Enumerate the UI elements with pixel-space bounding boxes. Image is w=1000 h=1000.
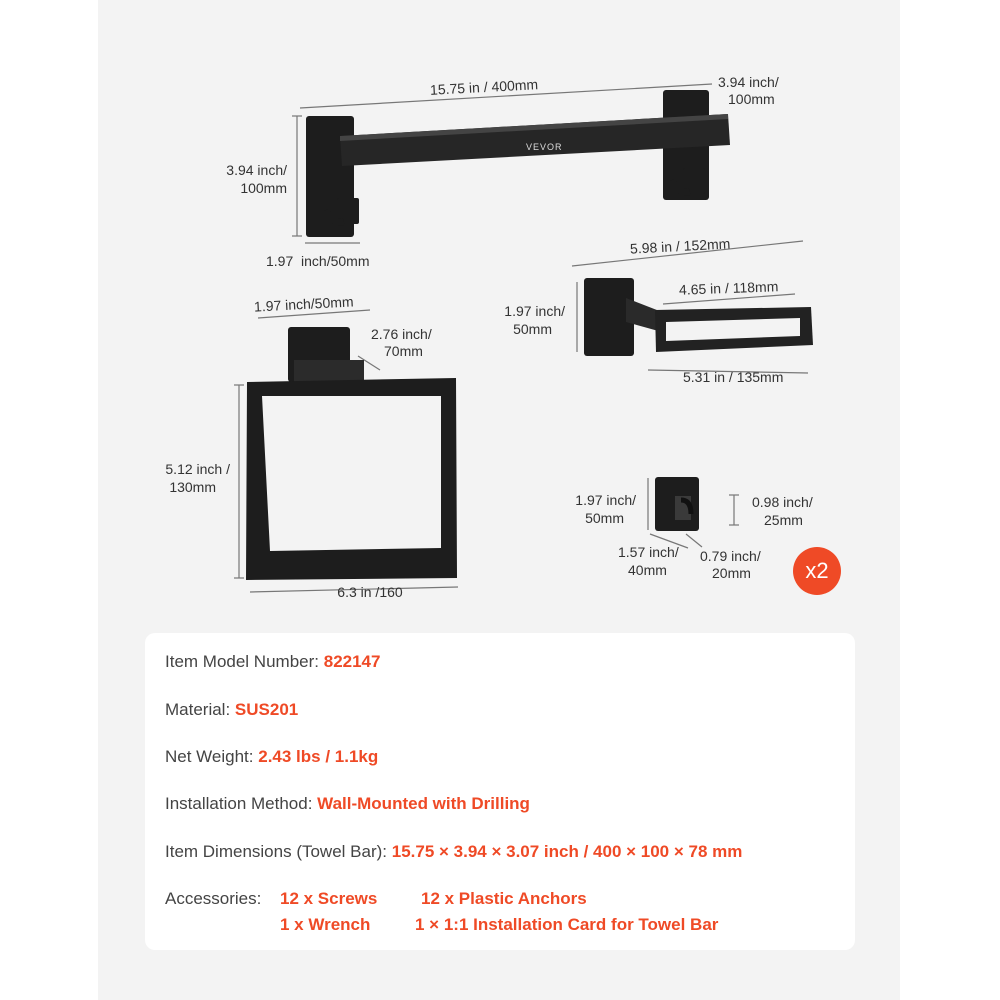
spec-model-label: Item Model Number:: [165, 652, 324, 671]
spec-model-value: 822147: [323, 652, 381, 671]
paper-holder-total-length: 5.98 in / 152mm: [629, 235, 731, 257]
robe-hook-height-top: 1.97 inch/: [575, 492, 636, 508]
towel-bar-length: 15.75 in / 400mm: [429, 76, 539, 98]
spec-installation-label: Installation Method:: [165, 794, 318, 813]
towel-ring-width: 6.3 in /160: [337, 584, 403, 600]
spec-material-label: Material:: [165, 700, 235, 719]
quantity-badge: x2: [793, 547, 841, 595]
towel-bar-end-size-bottom: 100mm: [728, 91, 775, 107]
spec-accessories-label: Accessories:: [165, 889, 262, 908]
robe-hook-height-bottom: 50mm: [585, 510, 624, 526]
towel-bar-height-bottom: 100mm: [240, 180, 287, 196]
robe-hook-hook-bottom: 25mm: [764, 512, 803, 528]
robe-hook-width-bottom: 20mm: [712, 565, 751, 581]
accessory-item: 1 x Wrench: [280, 915, 371, 934]
towel-ring-depth-top: 2.76 inch/: [371, 326, 432, 342]
spec-installation: [165, 793, 530, 815]
robe-hook: [655, 477, 699, 531]
towel-bar-height-top: 3.94 inch/: [226, 162, 287, 178]
spec-material: [165, 699, 298, 721]
paper-holder-arm-length: 4.65 in / 118mm: [678, 278, 779, 298]
spec-model: [165, 651, 380, 673]
towel-ring-mount-width: 1.97 inch/50mm: [253, 293, 354, 315]
spec-weight-label: Net Weight:: [165, 747, 259, 766]
towel-ring-depth-bottom: 70mm: [384, 343, 423, 359]
specs-card: [145, 633, 855, 950]
accessory-item: 1 × 1:1 Installation Card for Towel Bar: [415, 915, 719, 934]
paper-holder-height-bottom: 50mm: [513, 321, 552, 337]
robe-hook-depth-bottom: 40mm: [628, 562, 667, 578]
towel-bar: [306, 90, 730, 237]
robe-hook-width-top: 0.79 inch/: [700, 548, 761, 564]
paper-holder-projection: 5.31 in / 135mm: [683, 369, 784, 385]
towel-ring-height-top: 5.12 inch /: [165, 461, 230, 477]
brand-logo-text: VEVOR: [526, 142, 563, 152]
spec-dimensions: [165, 841, 742, 863]
spec-material-value: SUS201: [234, 700, 299, 719]
spec-weight: [165, 746, 378, 768]
towel-bar-depth: 1.97 inch/50mm: [266, 253, 370, 269]
spec-dimensions-value: 15.75 × 3.94 × 3.07 inch / 400 × 100 × 78 mm: [391, 842, 743, 861]
accessory-item: 12 x Plastic Anchors: [421, 889, 587, 908]
paper-holder-height-top: 1.97 inch/: [504, 303, 565, 319]
towel-ring: [246, 327, 457, 580]
spec-dimensions-label: Item Dimensions (Towel Bar):: [165, 842, 392, 861]
spec-weight-value: 2.43 lbs / 1.1kg: [258, 747, 379, 766]
towel-ring-height-bottom: 130mm: [169, 479, 216, 495]
towel-bar-end-size-top: 3.94 inch/: [718, 74, 779, 90]
accessory-item: 12 x Screws: [280, 889, 378, 908]
robe-hook-hook-top: 0.98 inch/: [752, 494, 813, 510]
robe-hook-depth-top: 1.57 inch/: [618, 544, 679, 560]
spec-installation-value: Wall-Mounted with Drilling: [317, 794, 530, 813]
